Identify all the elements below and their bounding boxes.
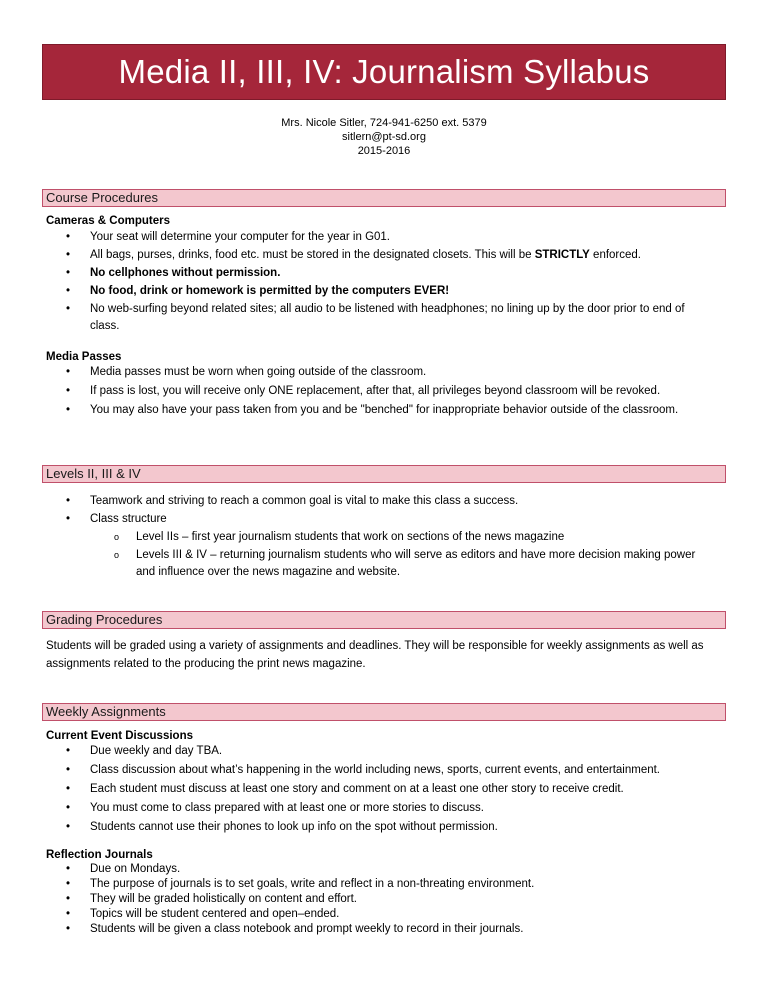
subheading-media-passes: Media Passes: [46, 351, 122, 363]
list-item: • Your seat will determine your computer for the year in G01.: [66, 231, 390, 243]
list-item: • Class structure: [66, 513, 167, 525]
list-item: • Each student must discuss at least one story and comment on at a least one other story to receive credit.: [66, 783, 624, 795]
list-item: • No cellphones without permission.: [66, 267, 281, 279]
list-item: • No food, drink or homework is permitted by the computers EVER!: [66, 285, 450, 297]
page-title: Media II, III, IV: Journalism Syllabus: [118, 53, 650, 90]
section-heading-weekly-assignments: Weekly Assignments: [42, 703, 726, 721]
grading-text: Students will be graded using a variety of assignments and deadlines. They will be responsible for weekly assignments as well as assignments related to the producing the print news magazine.: [46, 640, 704, 670]
list-item: • Due weekly and day TBA.: [66, 745, 223, 757]
teacher-email: sitlern@pt-sd.org: [342, 131, 426, 143]
section-heading-course-procedures: Course Procedures: [42, 189, 726, 207]
subheading-current-events: Current Event Discussions: [46, 730, 193, 742]
sub-list-item: o Level IIs – first year journalism students that work on sections of the news magazine: [114, 531, 565, 543]
sub-list-item: o Levels III & IV – returning journalism students who will serve as editors and have more decision making power and influence over the news magazine and website.: [114, 549, 696, 578]
list-item: • All bags, purses, drinks, food etc. must be stored in the designated closets. This will be STRICTLY enforced.: [66, 249, 642, 261]
cameras-list: [46, 229, 716, 335]
list-item: • Media passes must be worn when going outside of the classroom.: [66, 366, 427, 378]
subheading-reflection-journals: Reflection Journals: [46, 849, 153, 861]
subheading-cameras-computers: Cameras & Computers: [46, 215, 170, 227]
list-item: • If pass is lost, you will receive only ONE replacement, after that, all privileges beyond classroom will be revoked.: [66, 385, 661, 397]
section-heading-grading: Grading Procedures: [42, 611, 726, 629]
list-item: • The purpose of journals is to set goals, write and reflect in a non-threating environment.: [66, 878, 535, 890]
list-item: • No web-surfing beyond related sites; all audio to be listened with headphones; no lining up by the door prior to end of class.: [66, 303, 685, 332]
current-events-list: [46, 743, 716, 836]
list-item: • Teamwork and striving to reach a common goal is vital to make this class a success.: [66, 495, 519, 507]
section-heading-levels: Levels II, III & IV: [42, 465, 726, 483]
reflection-list: [46, 862, 716, 937]
list-item: • Due on Mondays.: [66, 863, 181, 875]
list-item: • You must come to class prepared with at least one or more stories to discuss.: [66, 802, 484, 814]
list-item: • Topics will be student centered and open–ended.: [66, 908, 340, 920]
levels-list: [46, 493, 716, 581]
list-item: • They will be graded holistically on content and effort.: [66, 893, 357, 905]
school-year: 2015-2016: [357, 145, 411, 157]
title-banner: [42, 44, 726, 100]
list-item: • Class discussion about what’s happening in the world including news, sports, current events, and entertainment.: [66, 764, 661, 776]
passes-list: [46, 364, 716, 419]
teacher-contact: Mrs. Nicole Sitler, 724-941-6250 ext. 5379: [281, 117, 487, 129]
list-item: • Students cannot use their phones to look up info on the spot without permission.: [66, 821, 498, 833]
list-item: • You may also have your pass taken from you and be "benched" for inappropriate behavior outside of the classroom.: [66, 404, 679, 416]
list-item: • Students will be given a class notebook and prompt weekly to record in their journals.: [66, 923, 524, 935]
